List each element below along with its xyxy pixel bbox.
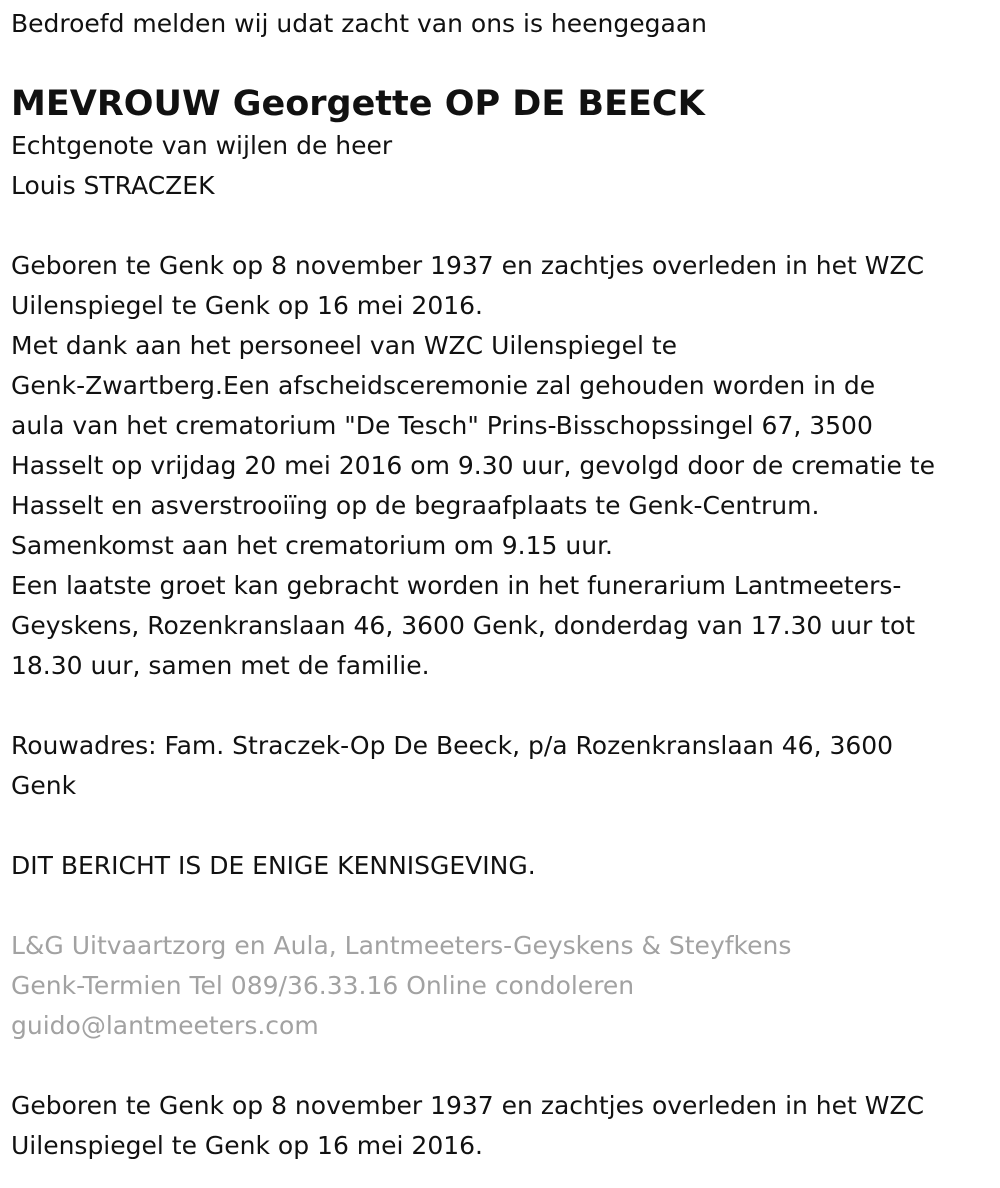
body-line: Geboren te Genk op 8 november 1937 en zachtjes overleden in het WZC	[11, 251, 925, 280]
body-line: Met dank aan het personeel van WZC Uilenspiegel te	[11, 331, 678, 360]
address-line: Genk	[11, 771, 77, 800]
spacer	[11, 686, 990, 726]
funeral-home-line: Genk-Termien Tel 089/36.33.16 Online condoleren	[11, 971, 635, 1000]
funeral-home-email: guido@lantmeeters.com	[11, 1011, 319, 1040]
spouse-line: Echtgenote van wijlen de heer	[11, 131, 393, 160]
body-line: Een laatste groet kan gebracht worden in het funerarium Lantmeeters-	[11, 571, 902, 600]
funeral-home-block	[11, 926, 990, 1046]
address-block	[11, 726, 990, 806]
body-line: Samenkomst aan het crematorium om 9.15 uur.	[11, 531, 614, 560]
spacer	[11, 206, 990, 246]
spacer	[11, 1046, 990, 1086]
deceased-name: MEVROUW Georgette OP DE BEECK	[11, 84, 705, 124]
footer-line: Geboren te Genk op 8 november 1937 en zachtjes overleden in het WZC	[11, 1091, 925, 1120]
body-line: Hasselt en asverstrooiïng op de begraafplaats te Genk-Centrum.	[11, 491, 820, 520]
body-line: Uilenspiegel te Genk op 16 mei 2016.	[11, 291, 483, 320]
body-block	[11, 246, 990, 686]
body-line: 18.30 uur, samen met de familie.	[11, 651, 430, 680]
address-line: Rouwadres: Fam. Straczek-Op De Beeck, p/a Rozenkranslaan 46, 3600	[11, 731, 894, 760]
spacer	[11, 806, 990, 846]
footer-block	[11, 1086, 990, 1166]
intro-text: Bedroefd melden wij udat zacht van ons is heengegaan	[11, 9, 707, 38]
spacer	[11, 886, 990, 926]
spouse-block	[11, 126, 990, 206]
footer-line: Uilenspiegel te Genk op 16 mei 2016.	[11, 1131, 483, 1160]
notice-text: DIT BERICHT IS DE ENIGE KENNISGEVING.	[11, 851, 536, 880]
body-line: aula van het crematorium "De Tesch" Prins-Bisschopssingel 67, 3500	[11, 411, 873, 440]
spouse-line: Louis STRACZEK	[11, 171, 215, 200]
body-line: Genk-Zwartberg.Een afscheidsceremonie zal gehouden worden in de	[11, 371, 876, 400]
body-line: Hasselt op vrijdag 20 mei 2016 om 9.30 uur, gevolgd door de crematie te	[11, 451, 935, 480]
body-line: Geyskens, Rozenkranslaan 46, 3600 Genk, donderdag van 17.30 uur tot	[11, 611, 916, 640]
funeral-home-line: L&G Uitvaartzorg en Aula, Lantmeeters-Geyskens & Steyfkens	[11, 931, 792, 960]
